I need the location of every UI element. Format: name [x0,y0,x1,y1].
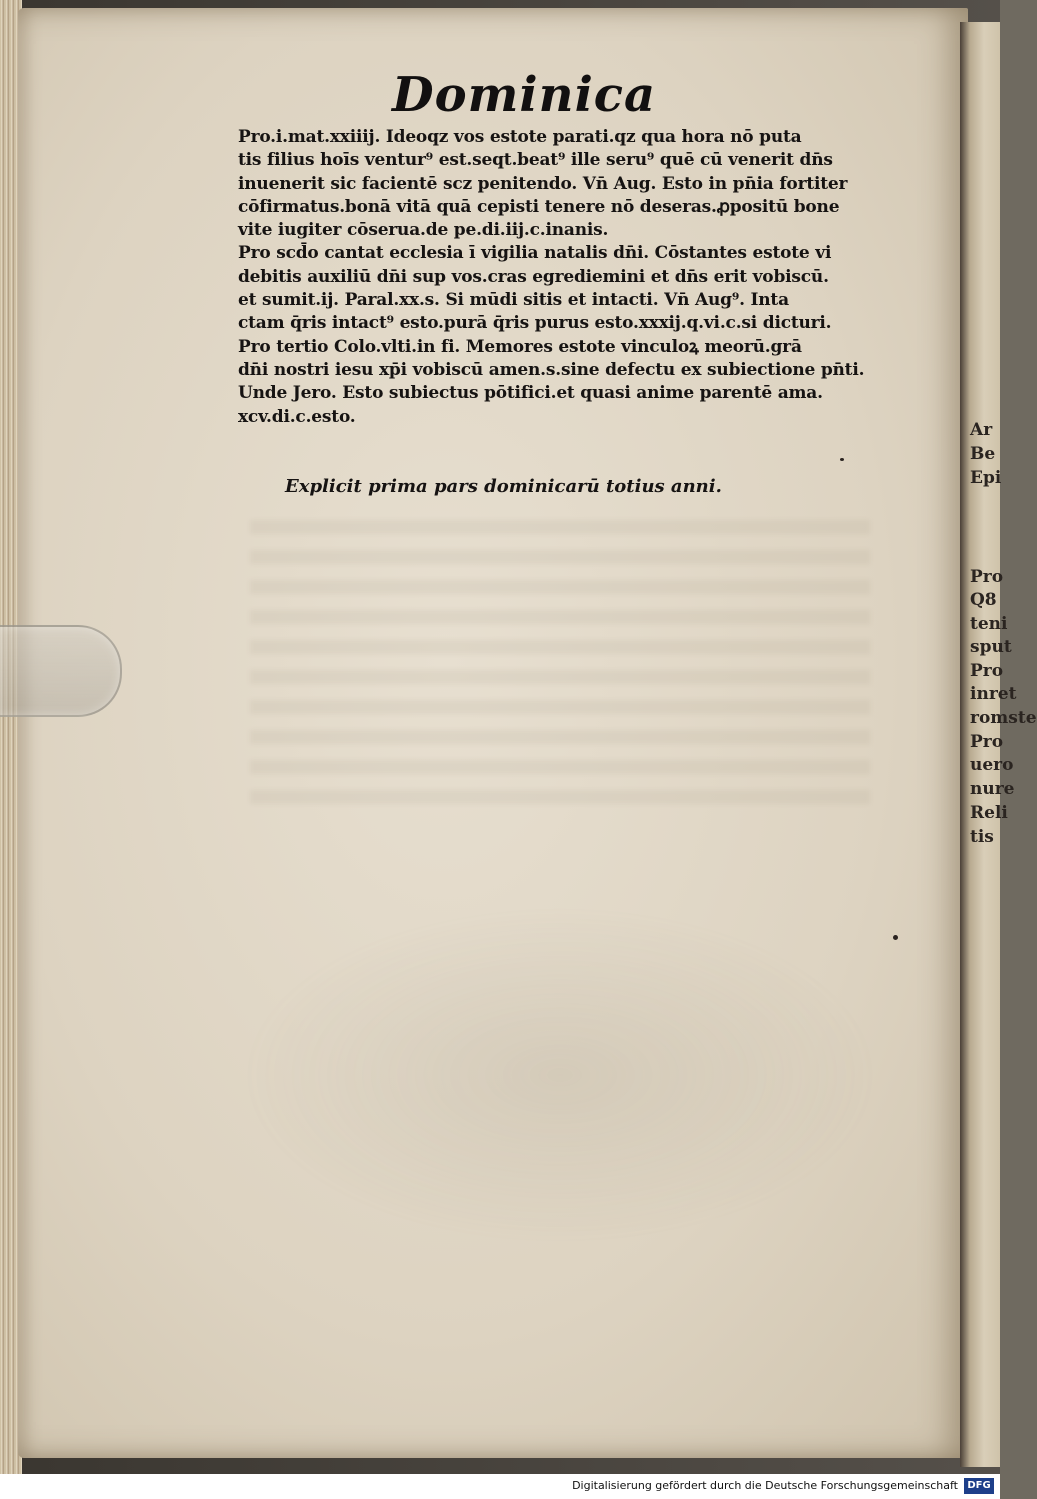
adjacent-page-fragment: teni [970,614,1008,634]
bleed-through-diagram [240,905,880,1245]
adjacent-page-fragment: Epi [970,468,1002,488]
adjacent-page-fragment: Reli [970,803,1008,823]
adjacent-page-fragment: inret [970,684,1017,704]
text-line: tis filius hoīs ventur⁹ est.seqt.beat⁹ ille seru⁹ quē cū venerit dn̄s [238,150,833,171]
adjacent-page-fragment: Pro [970,567,1004,587]
ink-speck [893,935,898,940]
page-heading: Dominica [392,67,657,123]
dfg-logo: DFG [964,1478,994,1494]
adjacent-page [960,22,1037,1467]
footer-bar [0,1474,1000,1499]
adjacent-page-fragment: Pro [970,732,1004,752]
text-line: debitis auxiliū dn̄i sup vos.cras egrediemini et dn̄s erit vobiscū. [238,266,829,287]
adjacent-page-fragment: Pro [970,661,1004,681]
adjacent-page-fragment: uero [970,755,1014,775]
text-line: Pro.i.mat.xxiiij. Ideoqz vos estote parati.qz qua hora nō puta [238,127,802,147]
book-clip [0,625,122,717]
text-line: vite iugiter cōserua.de pe.di.iij.c.inanis. [238,220,609,241]
body-text-block [238,126,898,429]
adjacent-page-fragment: Be [970,444,996,464]
adjacent-page-fragment: tis [970,827,994,847]
bleed-through-text [250,520,870,820]
text-line: cōfirmatus.bonā vitā quā cepisti tenere nō deseras.ꝓpositū bone [238,196,840,217]
text-line: Pro scd̄o cantat ecclesia ī vigilia natalis dn̄i. Cōstantes estote vi [238,243,832,264]
text-line: Unde Jero. Esto subiectus pōtifici.et quasi anime parentē ama. [238,383,823,404]
adjacent-page-fragment: sput [970,637,1012,657]
text-line: xcv.di.c.esto. [238,406,356,427]
adjacent-page-fragment: Q8 [970,590,997,610]
text-line: et sumit.ij. Paral.xx.s. Si mūdi sitis et intacti. Vn̄ Aug⁹. Inta [238,290,789,311]
text-line: ctam q̄ris intact⁹ esto.purā q̄ris purus esto.xxxij.q.vi.c.si dicturi. [238,313,832,334]
text-line: dn̄i nostri iesu xp̄i vobiscū amen.s.sine defectu ex subiectione pn̄ti. [238,359,865,380]
text-line: Pro tertio Colo.vlti.in fi. Memores estote vinculoꝝ meorū.grā [238,336,802,357]
footer-credit: Digitalisierung gefördert durch die Deutsche Forschungsgemeinschaft [572,1479,958,1492]
adjacent-page-fragment: romste [970,708,1037,728]
adjacent-page-fragment: Ar [970,420,993,440]
explicit-line: Explicit prima pars dominicarū totius anni. [285,476,722,497]
ink-speck [840,458,844,461]
adjacent-page-fragment: nure [970,779,1015,799]
text-line: inuenerit sic facientē scz penitendo. Vn̄ Aug. Esto in pn̄ia fortiter [238,173,848,194]
